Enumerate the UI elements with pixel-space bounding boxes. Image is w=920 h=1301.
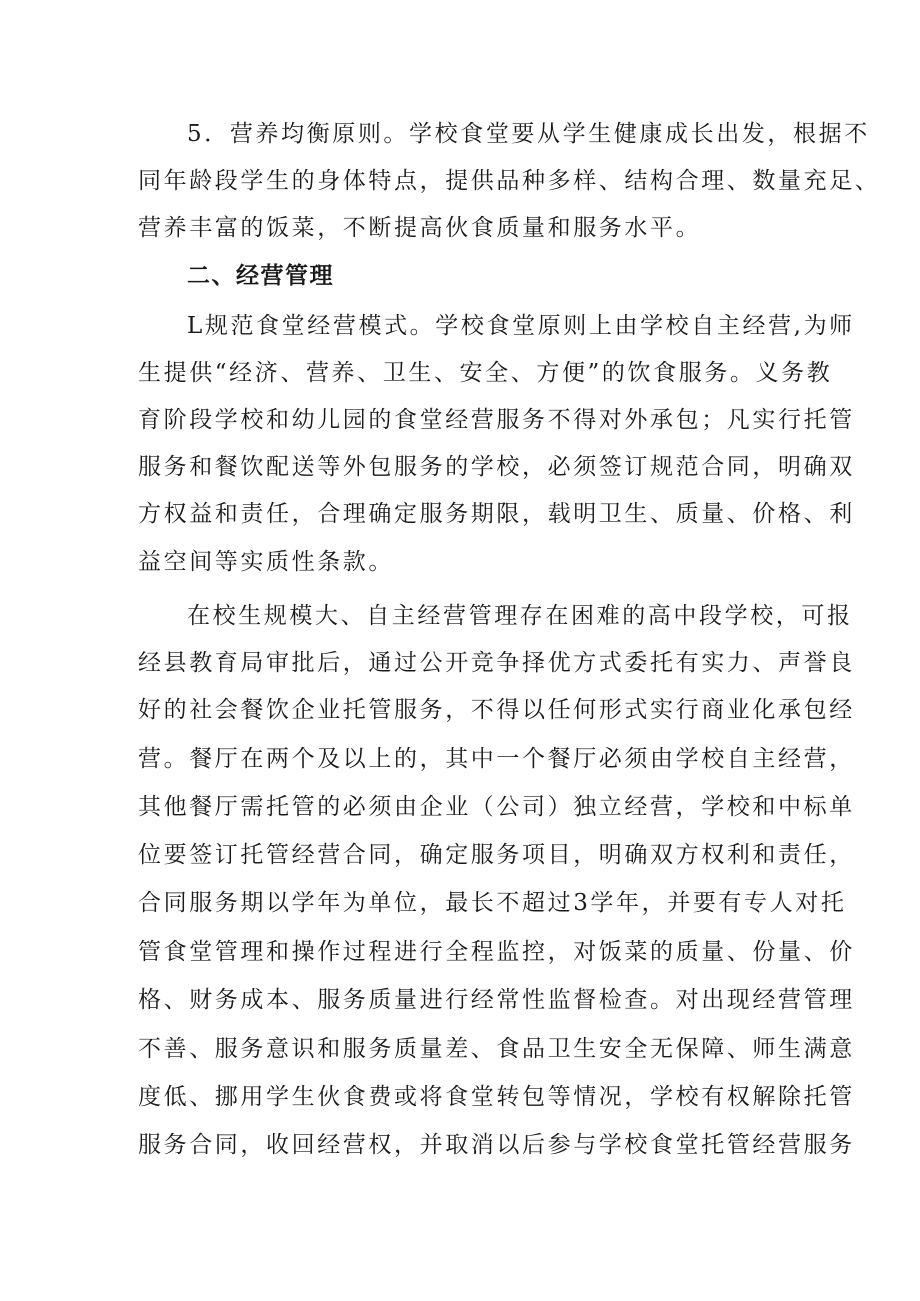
text-line: 育阶段学校和幼儿园的食堂经营服务不得对外承包；凡实行托管 <box>138 407 855 433</box>
text-line: 经县教育局审批后，通过公开竞争择优方式委托有实力、声誉良 <box>138 650 855 676</box>
text-line: 营养丰富的饭菜，不断提高伙食质量和服务水平。 <box>138 215 702 241</box>
text-line: 在校生规模大、自主经营管理存在困难的高中段学校，可报 <box>187 603 853 629</box>
text-line: 同年龄段学生的身体特点，提供品种多样、结构合理、数量充足、 <box>138 168 881 194</box>
text-line: 好的社会餐饮企业托管服务，不得以任何形式实行商业化承包经 <box>138 697 855 723</box>
text-line: 位要签订托管经营合同，确定服务项目，明确双方权利和责任， <box>138 842 855 868</box>
text-line: 服务和餐饮配送等外包服务的学校，必须签订规范合同，明确双 <box>138 454 855 480</box>
text-line: 营。餐厅在两个及以上的，其中一个餐厅必须由学校自主经营， <box>138 746 855 772</box>
text-line: 方权益和责任，合理确定服务期限，载明卫生、质量、价格、利 <box>138 501 855 527</box>
text-line: 合同服务期以学年为单位，最长不超过3学年，并要有专人对托 <box>138 890 847 916</box>
text-line: 其他餐厅需托管的必须由企业（公司）独立经营，学校和中标单 <box>138 794 855 820</box>
text-line: 益空间等实质性条款。 <box>138 549 394 575</box>
text-line: 度低、挪用学生伙食费或将食堂转包等情况，学校有权解除托管 <box>138 1084 855 1110</box>
text-line: 5．营养均衡原则。学校食堂要从学生健康成长出发，根据不 <box>187 121 870 147</box>
section-heading: 二、经营管理 <box>187 263 334 289</box>
text-line: 不善、服务意识和服务质量差、食品卫生安全无保障、师生满意 <box>138 1036 855 1062</box>
text-line: 生提供“经济、营养、卫生、安全、方便”的饮食服务。义务教 <box>138 360 833 386</box>
text-line: 格、财务成本、服务质量进行经常性监督检查。对出现经营管理 <box>138 987 855 1013</box>
text-line: L规范食堂经营模式。学校食堂原则上由学校自主经营,为师 <box>187 313 855 339</box>
text-line: 服务合同，收回经营权，并取消以后参与学校食堂托管经营服务 <box>138 1132 855 1158</box>
text-line: 管食堂管理和操作过程进行全程监控，对饭菜的质量、份量、价 <box>138 939 855 965</box>
